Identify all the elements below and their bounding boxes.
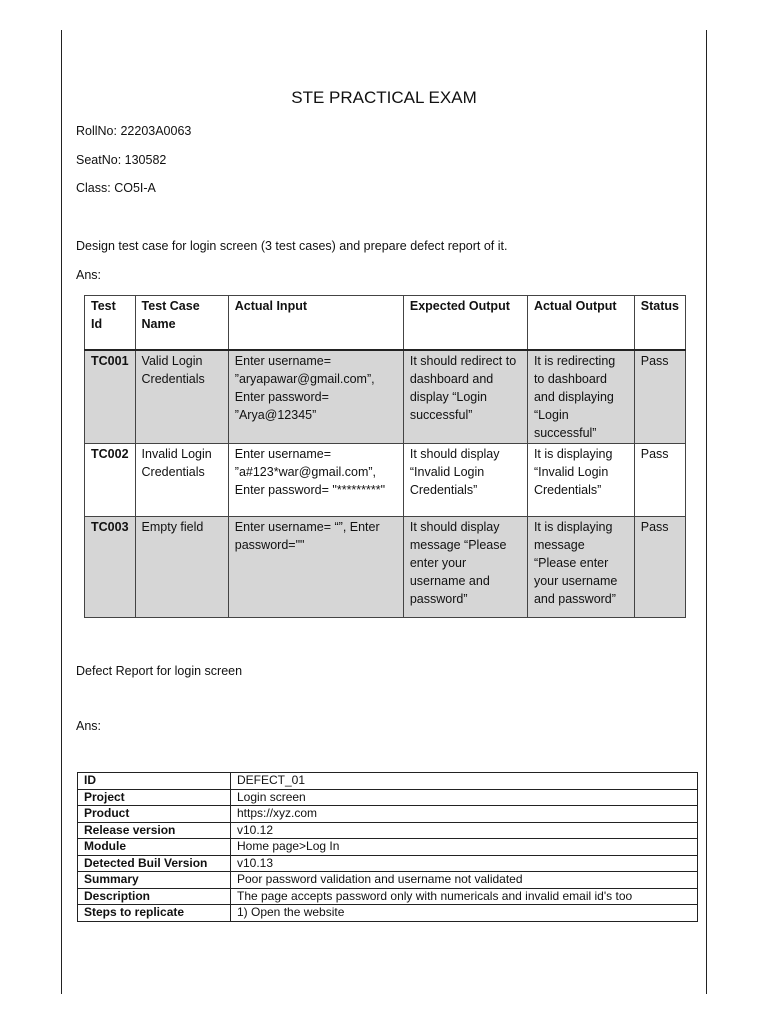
table-row — [78, 888, 698, 905]
page-border-right — [706, 30, 707, 994]
defect-field-label: Detected Buil Version — [78, 855, 231, 872]
table-row — [78, 773, 698, 790]
roll-number: RollNo: 22203A0063 — [76, 124, 192, 138]
defect-field-label: Product — [78, 806, 231, 823]
actual-output: It is displaying “Invalid Login Credentials” — [527, 443, 634, 516]
page-title: STE PRACTICAL EXAM — [291, 88, 477, 107]
question-test-case: Design test case for login screen (3 test cases) and prepare defect report of it. — [76, 239, 508, 253]
table-row — [78, 905, 698, 922]
page-border-left — [61, 30, 62, 994]
class-info: Class: CO5I-A — [76, 181, 156, 195]
defect-field-value: 1) Open the website — [231, 905, 698, 922]
table-row — [78, 789, 698, 806]
defect-field-value: v10.12 — [231, 822, 698, 839]
header-actual-output: Actual Output — [527, 296, 634, 350]
table-row — [78, 822, 698, 839]
answer-label-2: Ans: — [76, 719, 102, 733]
table-row — [78, 839, 698, 856]
table-row — [85, 350, 686, 444]
seat-number: SeatNo: 130582 — [76, 153, 167, 167]
defect-field-value: v10.13 — [231, 855, 698, 872]
actual-output: It is displaying message “Please enter your username and password” — [527, 516, 634, 617]
expected-output: It should display “Invalid Login Credentials” — [403, 443, 527, 516]
defect-field-value: https://xyz.com — [231, 806, 698, 823]
status: Pass — [634, 350, 685, 444]
header-test-id: Test Id — [85, 296, 136, 350]
expected-output: It should display message “Please enter your username and password” — [403, 516, 527, 617]
defect-field-value: Login screen — [231, 789, 698, 806]
defect-field-value: The page accepts password only with numericals and invalid email id's too — [231, 888, 698, 905]
defect-field-label: Description — [78, 888, 231, 905]
defect-report-table — [77, 772, 698, 922]
table-row — [85, 443, 686, 516]
expected-output: It should redirect to dashboard and display “Login successful” — [403, 350, 527, 444]
header-actual-input: Actual Input — [228, 296, 403, 350]
test-case-table — [84, 295, 686, 618]
question-defect-report: Defect Report for login screen — [76, 664, 243, 678]
defect-field-label: Summary — [78, 872, 231, 889]
test-id: TC003 — [85, 516, 136, 617]
table-row — [85, 516, 686, 617]
defect-field-label: Release version — [78, 822, 231, 839]
test-case-name: Empty field — [135, 516, 228, 617]
header-expected-output: Expected Output — [403, 296, 527, 350]
table-row — [78, 855, 698, 872]
actual-output: It is redirecting to dashboard and displaying “Login successful” — [527, 350, 634, 444]
test-id: TC001 — [85, 350, 136, 444]
table-header-row — [85, 296, 686, 350]
test-id: TC002 — [85, 443, 136, 516]
status: Pass — [634, 443, 685, 516]
test-case-name: Invalid Login Credentials — [135, 443, 228, 516]
table-row — [78, 872, 698, 889]
defect-field-label: ID — [78, 773, 231, 790]
defect-field-value: Poor password validation and username not validated — [231, 872, 698, 889]
actual-input: Enter username= ”a#123*war@gmail.com”, Enter password= "*********" — [228, 443, 403, 516]
defect-field-value: DEFECT_01 — [231, 773, 698, 790]
table-row — [78, 806, 698, 823]
status: Pass — [634, 516, 685, 617]
header-status: Status — [634, 296, 685, 350]
defect-field-label: Steps to replicate — [78, 905, 231, 922]
defect-field-value: Home page>Log In — [231, 839, 698, 856]
actual-input: Enter username= ”aryapawar@gmail.com”, Enter password= ”Arya@12345” — [228, 350, 403, 444]
defect-field-label: Module — [78, 839, 231, 856]
actual-input: Enter username= “”, Enter password="" — [228, 516, 403, 617]
answer-label-1: Ans: — [76, 268, 102, 282]
test-case-name: Valid Login Credentials — [135, 350, 228, 444]
header-test-case-name: Test Case Name — [135, 296, 228, 350]
defect-field-label: Project — [78, 789, 231, 806]
